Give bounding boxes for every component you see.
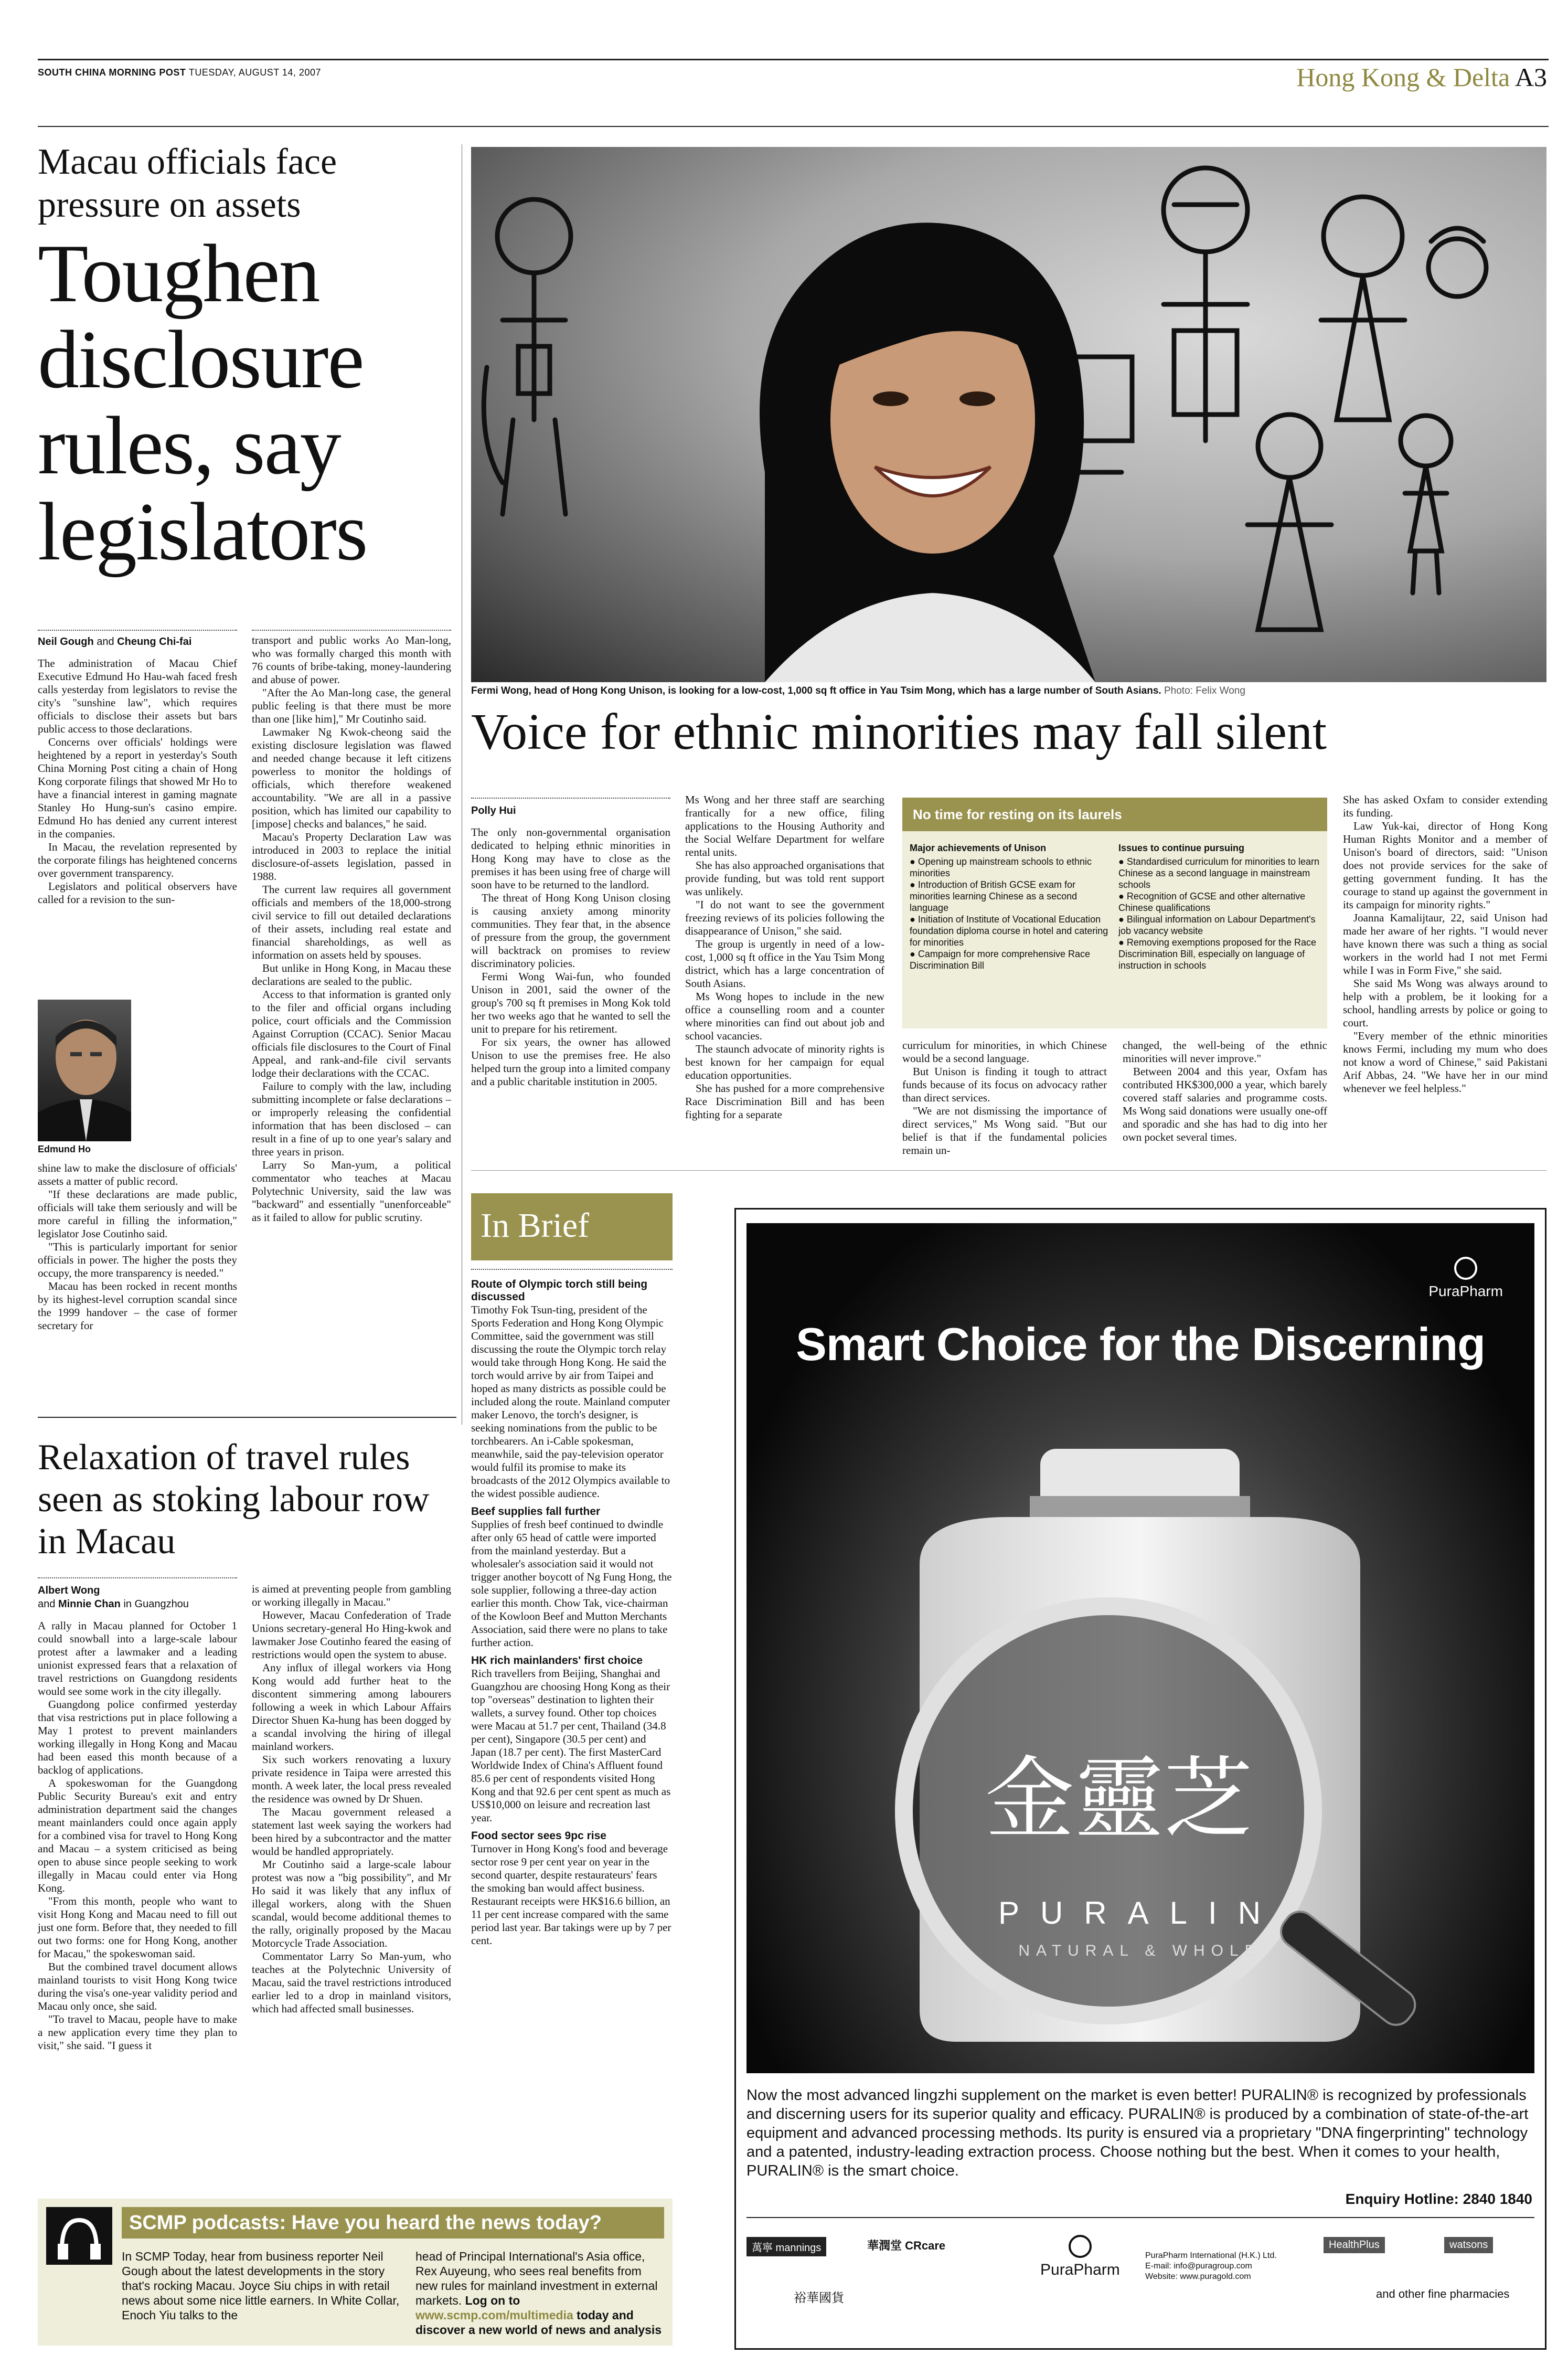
brief-head: Route of Olympic torch still being discussed bbox=[471, 1278, 648, 1303]
paragraph: Between 2004 and this year, Oxfam has contributed HK$300,000 a year, which barely covered staff salaries and programme costs. Ms Wong said donations were usually one-off and sporadic and she has had to dig into her own pocket several times. bbox=[1123, 1065, 1327, 1143]
podcast-title: SCMP podcasts: Have you heard the news today? bbox=[122, 2207, 664, 2239]
list-item: ● Initiation of Institute of Vocational Education foundation diploma course in hotel and catering for minorities bbox=[910, 914, 1108, 948]
paragraph: But the combined travel document allows mainland tourists to visit Hong Kong twice during the visa's one-year validity period and Macau only once, she said. bbox=[38, 1960, 237, 2012]
jar-chinese-label: 金靈芝 bbox=[985, 1751, 1253, 1849]
paragraph: In Macau, the revelation represented by the corporate filings has heightened concerns over government transparency. bbox=[38, 841, 237, 879]
paragraph: She has asked Oxfam to consider extending its funding. bbox=[1343, 793, 1548, 819]
issues-list bbox=[1118, 856, 1320, 971]
podcast-text-2: head of Principal International's Asia office, Rex Auyeung, who sees real benefits from new rules for mainland investment in external markets. Log on to www.scmp.com/multimedia today and discover a new world of news and analysis bbox=[415, 2250, 662, 2337]
footer-purapharm: PuraPharm bbox=[1040, 2235, 1120, 2279]
story3-col5 bbox=[1343, 793, 1548, 1095]
photo-illustration bbox=[471, 147, 1546, 682]
paragraph: "Every member of the ethnic minorities knows Fermi, including my mum who does not know a word of Chinese," said Pakistani Arif Abbas, 24. "We have her in our mind whenever we feel helpless." bbox=[1343, 1030, 1548, 1095]
paragraph: "To travel to Macau, people have to make a new application every time they plan to visit," she said. "I guess it bbox=[38, 2013, 237, 2052]
ad-brand-name: PuraPharm bbox=[1428, 1283, 1503, 1299]
edmund-ho-caption: Edmund Ho bbox=[38, 1144, 91, 1154]
footer-company: PuraPharm International (H.K.) Ltd. E-mail: info@puragroup.com Website: www.puragold.com bbox=[1145, 2251, 1277, 2281]
fact-box-left-head: Major achievements of Unison bbox=[910, 843, 1047, 853]
in-brief-header: In Brief bbox=[471, 1193, 673, 1260]
story3-col4 bbox=[1123, 1039, 1327, 1144]
retailer-logo: HealthPlus bbox=[1324, 2237, 1385, 2253]
achievements-list bbox=[910, 856, 1112, 971]
fermi-wong-photo bbox=[471, 147, 1546, 682]
retailer-logo: 萬寧 mannings bbox=[746, 2237, 826, 2256]
paragraph: is aimed at preventing people from gambling or working illegally in Macau." bbox=[252, 1583, 451, 1608]
paragraph: changed, the well-being of the ethnic minorities will never improve." bbox=[1123, 1039, 1327, 1065]
jar-sub-label: NATURAL & WHOLE bbox=[1018, 1942, 1262, 1959]
brief-text: Timothy Fok Tsun-ting, president of the Sports Federation and Hong Kong Olympic Committee, said the government was still discussing the route the Olympic torch relay would take through Hong Kong. He said the torch would arrive by air from Taipei and hoped as many districts as possible could be included along the route. Mainland computer maker Lenovo, the torch's designer, is seeking nominations from the public to be torchbearers. An i-Cable spokesman, meanwhile, said the pay-television operator would fulfil its promise to make its broadcasts of the 2012 Olympics available to the widest possible audience. bbox=[471, 1303, 670, 1500]
list-item: ● Introduction of British GCSE exam for minorities learning Chinese as a second language bbox=[910, 879, 1078, 913]
story1-col2 bbox=[252, 634, 451, 1224]
paragraph: Access to that information is granted only to the filer and official organs including police, court officials and the Commission Against Corruption (CCAC). Senior Macau officials file disclosures to the Court of Final Appeal, and rank-and-file civil servants lodge their declarations with the CCAC. bbox=[252, 988, 451, 1079]
paragraph: But unlike in Hong Kong, in Macau these declarations are sealed to the public. bbox=[252, 962, 451, 988]
paragraph: "I do not want to see the government freezing reviews of its policies following the disappearance of Unison," she said. bbox=[685, 898, 884, 937]
podcast-text-1: In SCMP Today, hear from business reporter Neil Gough about the latest developments in the story that's rocking Macau. Joyce Siu chips in with retail news about some nice little earners. In White Collar, Enoch Yiu talks to the bbox=[122, 2250, 400, 2322]
story2-headline: Relaxation of travel rules seen as stoking labour row in Macau bbox=[38, 1437, 430, 1562]
paragraph: Lawmaker Ng Kwok-cheong said the existing disclosure legislation was flawed and needed change because it left citizens powerless to monitor the holdings of officials, which therefore weakened accountability. "We are all in a passive position, which has limited our capability to [impose] checks and balances," he said. bbox=[252, 726, 451, 830]
paragraph: She has also approached organisations that provide funding, but was told rent support was unlikely. bbox=[685, 859, 884, 898]
story3-byline: Polly Hui bbox=[471, 805, 516, 816]
story2-col2 bbox=[252, 1583, 451, 2016]
paragraph: Commentator Larry So Man-yum, who teaches at the Polytechnic University of Macau, said the travel restrictions introduced earlier led to a drop in mainland visitors, which had affected small businesses. bbox=[252, 1950, 451, 2015]
brief-head: HK rich mainlanders' first choice bbox=[471, 1654, 643, 1667]
list-item: ● Standardised curriculum for minorities to learn Chinese as a second language in mainstream schools bbox=[1118, 856, 1320, 890]
story3-col3 bbox=[902, 1039, 1107, 1157]
paragraph: A spokeswoman for the Guangdong Public Security Bureau's exit and entry administration department said the changes meant mainlanders could once again apply for a combined visa for travel to Hong Kong and Macau – a system criticised as being open to abuse since people seeking to work illegally in Macau could enter via Hong Kong. bbox=[38, 1777, 237, 1894]
podcast-promo bbox=[38, 2199, 673, 2346]
paragraph: The current law requires all government officials and members of the 18,000-strong civil service to fill out detailed declarations of their assets, including real estate and financial shareholdings, as well as information on assets held by spouses. bbox=[252, 883, 451, 961]
retailer-logo: watsons bbox=[1444, 2237, 1493, 2253]
section-name: Hong Kong & Delta bbox=[1296, 62, 1510, 92]
ad-footer bbox=[746, 2230, 1534, 2335]
paragraph: For six years, the owner has allowed Unison to use the premises free. He also helped turn the group into a limited company and a public charitable institution in 2005. bbox=[471, 1036, 670, 1088]
paragraph: She said Ms Wong was always around to help with a problem, be it looking for a school, handling arrests by police or going to court. bbox=[1343, 977, 1548, 1029]
fermi-photo-caption bbox=[471, 685, 1546, 697]
paragraph: Legislators and political observers have called for a revision to the sun- bbox=[38, 880, 237, 906]
paragraph: The only non-governmental organisation dedicated to helping ethnic minorities in Hong Kong may have to close as the premises it has been using free of charge will soon have to be returned to the landlord. bbox=[471, 826, 670, 891]
paragraph: Macau's Property Declaration Law was introduced in 2003 to replace the initial disclosure-of-assets legislation, passed in 1988. bbox=[252, 831, 451, 883]
publication-name: SOUTH CHINA MORNING POST bbox=[38, 67, 186, 78]
paragraph: Any influx of illegal workers via Hong Kong would add further heat to the discontent simmering among labourers following a week in which Labour Affairs Director Shuen Ka-hung has been dogged by a scandal involving the hiring of illegal mainland workers. bbox=[252, 1661, 451, 1753]
paragraph: Macau has been rocked in recent months by its highest-level corruption scandal since the 1999 handover – the case of former secretary for bbox=[38, 1280, 237, 1332]
paragraph: Failure to comply with the law, including submitting incomplete or false declarations – or improperly releasing the confidential information that has been disclosed – can result in a fine of up to one year's salary and three years in prison. bbox=[252, 1080, 451, 1158]
paragraph: Joanna Kamalijtaur, 22, said Unison had made her aware of her rights. "I would never have known there was such a thing as social workers in the world had I not met Fermi while I was in Form Five," she said. bbox=[1343, 911, 1548, 977]
purapharm-logo-icon bbox=[1069, 2235, 1092, 2258]
edmund-ho-photo bbox=[38, 1000, 131, 1141]
paragraph: "We are not dismissing the importance of direct services," Ms Wong said. "But our belief is that if the fundamental policies remain un- bbox=[902, 1105, 1107, 1157]
ad-headline: Smart Choice for the Discerning bbox=[796, 1318, 1485, 1370]
retailer-logo: 裕華國貨 bbox=[794, 2291, 844, 2305]
byline-and: and bbox=[38, 1598, 56, 1610]
paragraph: Ms Wong hopes to include in the new office a counselling room and a counter where minorities can find out about job and school vacancies. bbox=[685, 990, 884, 1042]
paragraph: Larry So Man-yum, a political commentator who teaches at Macau Polytechnic University, said the law was "backward" and essentially "unenforceable" as it failed to allow for public scrutiny. bbox=[252, 1159, 451, 1224]
story1-headline: Toughen disclosure rules, say legislators bbox=[38, 228, 367, 578]
brief-head: Beef supplies fall further bbox=[471, 1505, 601, 1518]
byline-and: and bbox=[97, 636, 114, 648]
brief-text: Supplies of fresh beef continued to dwindle after only 65 head of cattle were imported from the mainland yesterday. But a wholesaler's association said it would not trigger another boycott of Ng Fung Hong, the sole supplier, following a three-day action earlier this month. Chow Tak, vice-chairman of the Kowloon Beef and Mutton Merchants Association, said there were no plans to take further action. bbox=[471, 1518, 672, 1649]
puralin-advert bbox=[734, 1208, 1546, 2350]
section-title bbox=[1296, 62, 1547, 92]
brief-text: Rich travellers from Beijing, Shanghai and Guangzhou are choosing Hong Kong as their top "overseas" destination to lighten their wallets, a survey found. Other top choices were Macau at 51.7 per cent, Thailand (34.8 per cent), Singapore (30.5 per cent) and Japan (18.7 per cent). The first MasterCard Worldwide Index of China's Affluent found 85.6 per cent of respondents visited Hong Kong and that 92.6 per cent spent as much as US$10,000 on leisure and recreation last year. bbox=[471, 1667, 671, 1824]
paragraph: Law Yuk-kai, director of Hong Kong Human Rights Monitor and a member of Unison's board of directors, said: "Unison does not provide services for the sake of getting government funding. It has the courage to stand up against the government in its campaign for minority rights." bbox=[1343, 820, 1548, 911]
paragraph: She has pushed for a more comprehensive Race Discrimination Bill and has been fighting for a separate bbox=[685, 1082, 884, 1121]
paragraph: curriculum for minorities, in which Chinese would be a second language. bbox=[902, 1039, 1107, 1065]
brief-text: Turnover in Hong Kong's food and beverage sector rose 9 per cent year on year in the second quarter, despite restaurateurs' fears the smoking ban would affect business. Restaurant receipts were HK$16.6 billion, an 11 per cent increase compared with the same period last year. Bar takings were up by 7 per cent. bbox=[471, 1842, 671, 1947]
paragraph: The staunch advocate of minority rights is best known for her campaign for equal education opportunities. bbox=[685, 1043, 884, 1081]
ad-body-copy: Now the most advanced lingzhi supplement on the market is even better! PURALIN® is recognized by professionals and discerning users for its superior quality and efficacy. PURALIN® is produced by a combination of state-of-the-art equipment and advanced processing methods. Its purity is ensured via a proprietary "DNA fingerprinting" technology and a patented, industry-leading extraction process. Choose nothing but the best. When it comes to your health, PURALIN® is the smart choice. bbox=[746, 2087, 1529, 2179]
ad-visual bbox=[746, 1223, 1534, 2073]
paragraph: Guangdong police confirmed yesterday that visa restrictions put in place following a May 1 protest to prevent mainlanders working illegally in Hong Kong and Macau had been eased this month because of a backlog of applications. bbox=[38, 1698, 237, 1776]
podcast-headphones-icon bbox=[46, 2207, 112, 2265]
byline-author: Minnie Chan bbox=[58, 1598, 121, 1610]
fact-box-right-head: Issues to continue pursuing bbox=[1118, 843, 1245, 853]
story1-col1 bbox=[38, 657, 237, 906]
portrait-silhouette bbox=[38, 1000, 131, 1141]
paragraph: "From this month, people who want to visit Hong Kong and Macau need to fill out just one form. Before that, they needed to fill out two forms: one for Hong Kong, another for Macau," the spokeswoman said. bbox=[38, 1895, 237, 1960]
byline-author: Neil Gough bbox=[38, 636, 94, 648]
footer-other: and other fine pharmacies bbox=[1376, 2287, 1510, 2300]
list-item: ● Bilingual information on Labour Department's job vacancy website bbox=[1118, 914, 1316, 936]
story3-headline: Voice for ethnic minorities may fall silent bbox=[471, 704, 1327, 760]
story3-col2 bbox=[685, 793, 884, 1121]
list-item: ● Opening up mainstream schools to ethnic minorities bbox=[910, 856, 1092, 878]
paragraph: "After the Ao Man-long case, the general public feeling is that there must be more than one [like him]," Mr Coutinho said. bbox=[252, 686, 451, 725]
paragraph: The Macau government released a statement last week saying the workers had been hired by a subcontractor and the matter would be handled appropriately. bbox=[252, 1806, 451, 1858]
story2-col1 bbox=[38, 1619, 237, 2052]
masthead-publication bbox=[38, 67, 321, 78]
jar-brand-label: PURALIN bbox=[998, 1895, 1282, 1930]
photo-credit: Photo: Felix Wong bbox=[1164, 685, 1245, 696]
paragraph: The group is urgently in need of a low-cost, 1,000 sq ft office in the Yau Tsim Mong district, which has a large concentration of South Asians. bbox=[685, 938, 884, 990]
fact-box-title: No time for resting on its laurels bbox=[902, 798, 1327, 831]
in-brief-column bbox=[471, 1273, 673, 1947]
list-item: ● Recognition of GCSE and other alternative Chinese qualifications bbox=[1118, 891, 1306, 913]
byline-author: Cheung Chi-fai bbox=[117, 636, 192, 648]
paragraph: A rally in Macau planned for October 1 could snowball into a large-scale labour protest after a lawmaker and a leading unionist expressed fears that a relaxation of travel restrictions on Guangdong residents would see some work in the city illegally. bbox=[38, 1619, 237, 1698]
list-item: ● Removing exemptions proposed for the Race Discrimination Bill, especially on language of instruction in schools bbox=[1118, 937, 1317, 971]
paragraph: But Unison is finding it tough to attract funds because of its focus on advocacy rather than direct services. bbox=[902, 1065, 1107, 1104]
byline-author: Albert Wong bbox=[38, 1585, 100, 1596]
paragraph: Concerns over officials' holdings were heightened by a report in yesterday's South China Morning Post citing a chain of Hong Kong corporate filings that showed Mr Ho to have a financial interest in gaming magnate Stanley Ho Hung-sun's casino empire. Edmund Ho has denied any current interest in the companies. bbox=[38, 736, 237, 840]
story3-col1 bbox=[471, 826, 670, 1088]
byline-location: in Guangzhou bbox=[123, 1598, 189, 1610]
podcast-link[interactable]: www.scmp.com/multimedia bbox=[415, 2308, 573, 2322]
story1-col1b bbox=[38, 1162, 237, 1332]
story1-kicker: Macau officials face pressure on assets bbox=[38, 142, 337, 225]
paragraph: transport and public works Ao Man-long, who was formally charged this month with 76 counts of bribe-taking, money-laundering and abuse of power. bbox=[252, 634, 451, 686]
paragraph: Ms Wong and her three staff are searching frantically for a new office, filing applications to the Housing Authority and the Social Welfare Department for welfare rental units. bbox=[685, 793, 884, 858]
caption-text: Fermi Wong, head of Hong Kong Unison, is looking for a low-cost, 1,000 sq ft office in Yau Tsim Mong, which has a large number of South Asians. bbox=[471, 685, 1161, 696]
brief-head: Food sector sees 9pc rise bbox=[471, 1830, 606, 1842]
ad-hotline: Enquiry Hotline: 2840 1840 bbox=[1345, 2191, 1532, 2207]
paragraph: The threat of Hong Kong Unison closing is causing anxiety among minority communities. They fear that, in the absence of pressure from the group, the government will backtrack on promises to review discriminatory policies. bbox=[471, 892, 670, 970]
paragraph: However, Macau Confederation of Trade Unions secretary-general Ho Hing-kwok and lawmaker Jose Coutinho feared the easing of restrictions would open the system to abuse. bbox=[252, 1609, 451, 1661]
issue-date: TUESDAY, AUGUST 14, 2007 bbox=[188, 67, 321, 78]
paragraph: The administration of Macau Chief Executive Edmund Ho Hau-wah faced fresh calls yesterday from legislators to revise the city's "sunshine law", which requires officials to disclose their assets but bars public access to those declarations. bbox=[38, 657, 237, 735]
story1-byline bbox=[38, 636, 237, 648]
story2-byline bbox=[38, 1584, 237, 1611]
page-number: A3 bbox=[1514, 62, 1547, 92]
paragraph: "If these declarations are made public, officials will take them seriously and will be more careful in filling the information," legislator Jose Coutinho said. bbox=[38, 1188, 237, 1240]
paragraph: Fermi Wong Wai-fun, who founded Unison in 2001, said the owner of the group's 700 sq ft premises in Mong Kok told her two weeks ago that he wanted to sell the unit to prepare for his retirement. bbox=[471, 970, 670, 1035]
paragraph: Six such workers renovating a luxury private residence in Taipa were arrested this month. A week later, the local press revealed the residence was owned by Dr Shuen. bbox=[252, 1753, 451, 1805]
retailer-logo: 華潤堂 CRcare bbox=[867, 2239, 946, 2252]
paragraph: shine law to make the disclosure of officials' assets a matter of public record. bbox=[38, 1162, 237, 1187]
unison-fact-box bbox=[902, 798, 1327, 1028]
list-item: ● Campaign for more comprehensive Race Discrimination Bill bbox=[910, 949, 1091, 971]
paragraph: Mr Coutinho said a large-scale labour protest was now a "big possibility", and Mr Ho said it was likely that any influx of illegal workers, along with the Shuen scandal, would become additional themes to the rally, originally proposed by the Macau Motorcycle Trade Association. bbox=[252, 1858, 451, 1949]
paragraph: "This is particularly important for senior officials in power. The higher the posts they occupy, the more transparency is needed." bbox=[38, 1240, 237, 1279]
